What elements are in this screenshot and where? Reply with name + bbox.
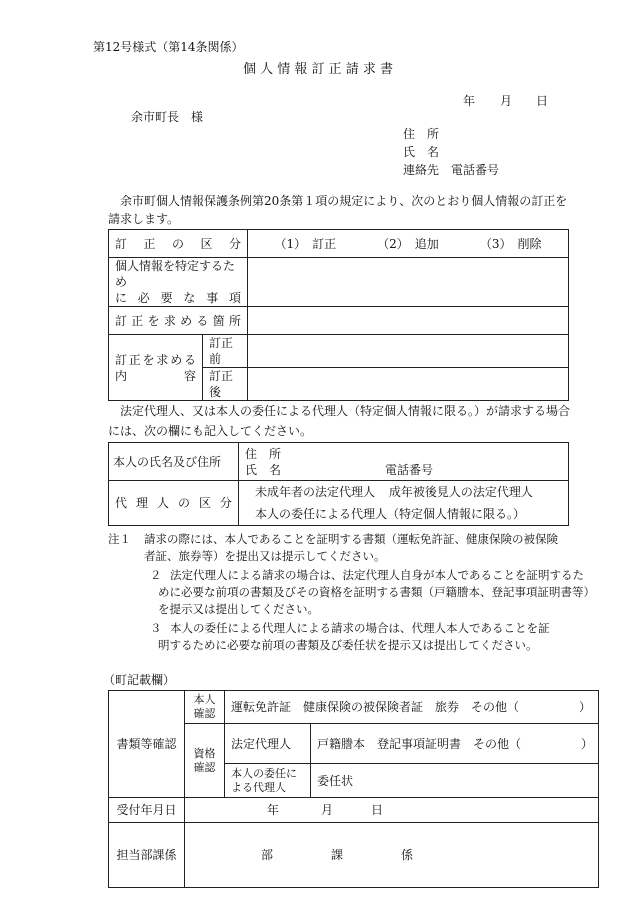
- after-field[interactable]: [248, 368, 569, 401]
- identify-field[interactable]: [248, 258, 569, 307]
- delegate-line2: よる代理人: [231, 780, 286, 794]
- correction-table: [108, 229, 569, 401]
- delegate-line1: 本人の委任に: [231, 766, 297, 780]
- delegate-agent-docs: 委任状: [311, 764, 599, 798]
- category-label: [109, 230, 248, 258]
- qual-check-line1: 資格: [193, 746, 216, 760]
- char: 正: [131, 313, 144, 328]
- char: を: [147, 313, 160, 328]
- char: 人: [156, 496, 169, 510]
- char: め: [180, 313, 193, 328]
- applicant-address-label: 住 所: [403, 127, 440, 141]
- principal-label: 本人の氏名及び住所: [109, 443, 239, 481]
- identify-label: [109, 258, 248, 307]
- note-2: [150, 567, 595, 618]
- note-1-line1: 請求の際には、本人であることを証明する書類（運転免許証、健康保険の被保険: [144, 532, 558, 546]
- char: 理: [135, 496, 148, 510]
- qual-check-line2: 確認: [193, 760, 216, 774]
- note-2-line3: を提示又は提出してください。: [158, 602, 319, 616]
- dept-ka: 課: [331, 848, 344, 862]
- after-label: 訂正後: [203, 368, 248, 401]
- char: 訂: [115, 313, 128, 328]
- principal-field[interactable]: [239, 443, 569, 481]
- char: 訂: [115, 236, 128, 251]
- agent-type-label: [109, 481, 239, 526]
- note-3-prefix: ３: [150, 621, 162, 635]
- char: 訂: [115, 352, 128, 367]
- char: 事: [206, 291, 219, 305]
- principal-address: 住 所: [245, 446, 282, 461]
- before-label: 訂正前: [203, 335, 248, 368]
- char: を: [142, 352, 155, 367]
- agent-table: [108, 442, 569, 526]
- char: 代: [115, 496, 128, 510]
- location-label: [109, 307, 248, 335]
- note-3: [150, 620, 550, 654]
- location-field[interactable]: [248, 307, 569, 335]
- content-label-line2: [115, 368, 196, 384]
- rcv-month: 月: [321, 803, 334, 817]
- identify-label-line2: [115, 290, 241, 306]
- dept-bu: 部: [261, 848, 274, 862]
- agent-intro-line2: には、次の欄にも記入してください。: [108, 424, 313, 438]
- char: 区: [200, 236, 213, 251]
- char: 項: [228, 291, 241, 305]
- self-docs: 運転免許証 健康保険の被保険者証 旅券 その他（ ）: [225, 691, 599, 724]
- option-deletion[interactable]: （3） 削除: [479, 236, 542, 251]
- note-3-line2: 明するために必要な前項の書類及び委任状を提示又は提出してください。: [158, 638, 538, 652]
- char: る: [196, 313, 209, 328]
- char: な: [183, 291, 196, 305]
- qualification-check-label: [185, 724, 225, 798]
- dept-kakari: 係: [401, 848, 414, 862]
- option-correction[interactable]: （1） 訂正: [274, 236, 337, 251]
- intro-paragraph: 余市町個人情報保護条例第20条第１項の規定により、次のとおり個人情報の訂正を請求します。: [108, 194, 568, 226]
- char: 所: [228, 313, 241, 328]
- before-field[interactable]: [248, 335, 569, 368]
- note-1: [108, 531, 558, 565]
- date-month-label: 月: [500, 94, 513, 108]
- office-heading: （町記載欄）: [103, 673, 176, 687]
- page-title: 個 人 情 報 訂 正 請 求 書: [243, 62, 394, 77]
- agent-type-options: [239, 481, 569, 526]
- legal-agent-docs: 戸籍謄本 登記事項証明書 その他（ ）: [311, 724, 599, 764]
- office-table: [108, 690, 599, 888]
- principal-name: 氏 名: [245, 462, 282, 477]
- content-label: [109, 335, 203, 401]
- applicant-name-label: 氏 名: [403, 145, 440, 159]
- char: の: [177, 496, 190, 510]
- category-options: [248, 230, 569, 258]
- applicant-contact-label: 連絡先 電話番号: [403, 163, 500, 177]
- received-date-field[interactable]: [185, 798, 599, 823]
- option-addition[interactable]: （2） 追加: [377, 236, 439, 251]
- note-1-line2: 者証、旅券等）を提出又は提示してください。: [144, 549, 386, 563]
- option-delegated-agent[interactable]: 本人の委任による代理人（特定個人情報に限る。）: [255, 507, 526, 521]
- agent-intro-line1: 法定代理人、又は本人の委任による代理人（特定個人情報に限る。）が請求する場合: [120, 404, 571, 418]
- char: 分: [229, 236, 242, 251]
- self-check-line2: 確認: [193, 707, 216, 720]
- option-minor-agent[interactable]: 未成年者の法定代理人: [255, 485, 376, 499]
- char: の: [172, 236, 185, 251]
- char: 必: [137, 291, 150, 305]
- char: る: [183, 352, 196, 367]
- form-number: 第12号様式（第14条関係）: [93, 40, 244, 54]
- char: 求: [163, 313, 176, 328]
- self-check-line1: 本人: [193, 693, 216, 706]
- date-day-label: 日: [536, 94, 549, 108]
- char: 容: [183, 368, 196, 383]
- delegate-agent-label: [225, 764, 311, 798]
- received-date-label: 受付年月日: [109, 798, 185, 823]
- note-2-line1: 法定代理人による請求の場合は、法定代理人自身が本人であることを証明するた: [170, 568, 584, 582]
- char: 内: [115, 368, 128, 383]
- char: 正: [128, 352, 141, 367]
- legal-agent-label: 法定代理人: [225, 724, 311, 764]
- note-1-prefix: 注１: [108, 532, 131, 546]
- rcv-day: 日: [371, 803, 384, 817]
- option-guardian-agent[interactable]: 成年被後見人の法定代理人: [388, 485, 533, 499]
- char: 区: [198, 496, 211, 510]
- identify-label-line1: 個人情報を特定するため: [115, 259, 236, 289]
- note-2-line2: めに必要な前項の書類及びその資格を証明する書類（戸籍謄本、登記事項証明書等）: [158, 585, 595, 599]
- char: 箇: [212, 313, 225, 328]
- char: 正: [143, 236, 156, 251]
- note-2-prefix: ２: [150, 568, 162, 582]
- docs-check-label: 書類等確認: [109, 691, 185, 798]
- char: に: [115, 291, 128, 305]
- note-3-line1: 本人の委任による代理人による請求の場合は、代理人本人であることを証: [170, 621, 550, 635]
- principal-phone: 電話番号: [385, 462, 434, 477]
- rcv-year: 年: [267, 803, 280, 817]
- dept-label: 担当部課係: [109, 823, 185, 888]
- content-label-line1: [115, 352, 196, 368]
- addressee: 余市町長 様: [131, 110, 204, 124]
- self-check-label: [185, 691, 225, 724]
- char: め: [170, 352, 183, 367]
- char: 分: [219, 496, 232, 510]
- char: 求: [156, 352, 169, 367]
- date-year-label: 年: [463, 94, 476, 108]
- char: 要: [160, 291, 173, 305]
- dept-field[interactable]: [185, 823, 599, 888]
